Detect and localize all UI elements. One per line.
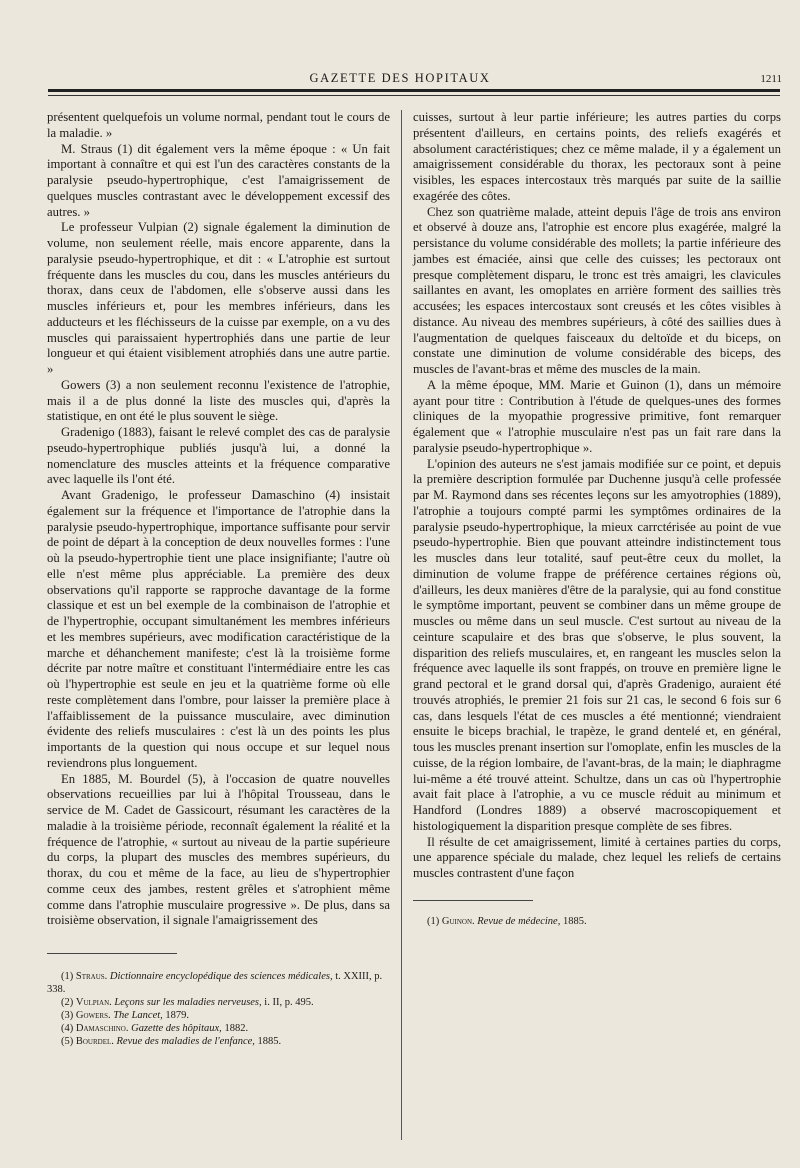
footnotes bbox=[47, 970, 390, 1048]
right-column bbox=[413, 110, 781, 928]
paragraph: présentent quelquefois un volume normal, pendant tout le cours de la maladie. » bbox=[47, 110, 390, 140]
paragraph: En 1885, M. Bourdel (5), à l'occasion de quatre nouvelles observations recueillies par lui à l'hôpital Trousseau, dans le service de M. Cadet de Gassicourt, résumant les caractères de la maladie à la troisième période, reconnaît également la réalité et la fréquence de l'atrophie, « surtout au niveau de la partie supérieure du corps, la plupart des muscles des membres supérieurs, du thorax, du cou et même de la face, au lieu de s'hypertrophier comme ceux des jambes, restent grêles et s'atrophient même comme dans l'atrophie musculaire progressive ». De plus, dans sa troisième observation, il signale l'amaigrissement des bbox=[47, 771, 390, 928]
header-rule-thin bbox=[48, 95, 780, 96]
paragraph: Le professeur Vulpian (2) signale également la diminution de volume, non seulement réelle, mais encore apparente, dans la paralysie pseudo-hypertrophique, et dit : « L'atrophie est surtout fréquente dans les muscles du cou, dans les muscles antérieurs du thorax, dans ceux de l'abdomen, elle s'observe aussi dans les muscles inférieurs et, pour les membres inférieurs, dans les adducteurs et les fléchisseurs de la cuisse par exemple, on a vu des muscles qui paraissaient hypertrophiés dans une partie de leur longueur et qui étaient visiblement atrophiés dans une autre partie. » bbox=[47, 220, 390, 376]
header-rule-thick bbox=[48, 89, 780, 92]
column-divider bbox=[401, 110, 402, 1140]
footnote: (2) Vulpian. Leçons sur les maladies nerveuses, i. II, p. 495. bbox=[61, 997, 314, 1008]
paragraph: L'opinion des auteurs ne s'est jamais modifiée sur ce point, et depuis la première description formulée par Duchenne jusqu'à celle professée par M. Raymond dans ses récentes leçons sur les amyotrophies (1889), l'atrophie a toujours compté parmi les symptômes ordinaires de la paralysie pseudo-hypertrophique, la mieux carrctérisée au point de vue pseudo-hypertrophie. Bien que pouvant atteindre indistinctement tous les muscles dans leur totalité, sauf peut-être ceux du mollet, la diminution de volume frappe de préférence certaines régions où, d'ailleurs, les deux manières d'être de la paralysie, qui au fond constitue le symptôme important, peuvent se combiner dans un même groupe de muscles ou même dans un seul muscle. C'est surtout au niveau de la ceinture scapulaire et des bras que s'observe, le plus souvent, la disparition des reliefs musculaires, et, en rangeant les muscles selon la fréquence avec laquelle ils sont frappés, on trouve en première ligne le grand pectoral et le grand dorsal qui, d'après Gradenigo, auraient été trouvés atrophiés, le premier 21 fois sur 21 cas, le second 6 fois sur 6 cas, dans lesquels l'état de ces muscles a été mentionné; viendraient ensuite le biceps brachial, le trapèze, le grand dentelé et, en général, tous les muscles prenant insertion sur l'omoplate, enfin les muscles de la cuisse, de la région lombaire, de l'avant-bras, de la main; le diaphragme lui-même a été trouvé atteint. Schultze, dans un cas où l'hypertrophie avait fait place à l'atrophie, a vu ce muscle réduit au minimum et Handford (Londres 1889) a observé macroscopiquement et histologiquement la disparition presque complète de ses fibres. bbox=[413, 456, 781, 833]
footnote-rule bbox=[413, 900, 533, 901]
footnote: (1) Guinon. Revue de médecine, 1885. bbox=[427, 915, 587, 927]
paragraph: M. Straus (1) dit également vers la même époque : « Un fait important à connaître et qui est l'un des caractères constants de la paralysie pseudo-hypertrophique, c'est l'amaigrissement de quelques muscles contrastant avec le développement excessif des autres. » bbox=[47, 141, 390, 219]
footnote: (1) Straus. Dictionnaire encyclopédique des sciences médicales, t. XXIII, p. 338. bbox=[47, 971, 383, 995]
footnote: (5) Bourdel. Revue des maladies de l'enfance, 1885. bbox=[61, 1036, 282, 1047]
footnotes bbox=[413, 915, 781, 928]
running-header-title: GAZETTE DES HOPITAUX bbox=[309, 71, 491, 85]
page-number: 1211 bbox=[760, 73, 782, 85]
paragraph: Gradenigo (1883), faisant le relevé complet des cas de paralysie pseudo-hypertrophique publiés jusqu'à lui, a donné la nomenclature des muscles atteints et la fréquence comparative avec laquelle ils l'ont été. bbox=[47, 425, 390, 487]
paragraph: Avant Gradenigo, le professeur Damaschino (4) insistait également sur la fréquence et l'importance de l'atrophie dans la paralysie pseudo-hypertrophique, importance suffisante pour servir de point de départ à la conception de deux nouvelles formes : l'une où la pseudo-hypertrophie tient une place insignifiante; l'autre où elle n'est même plus appréciable. La première des deux observations qu'il rapporte se rapproche davantage de la forme classique et est un bel exemple de la combinaison de l'atrophie et de l'hypertrophie, occupant simultanément les membres inférieurs et les membres supérieurs, avec modification caractéristique de la marche et déhanchement manifeste; c'est là la troisième forme décrite par notre maître et constituant l'intermédiaire entre les cas où l'hypertrophie est seule en jeu et la quatrième forme où elle reste complètement dans l'ombre, pour laisser la première place à l'affaiblissement de la puissance musculaire, avec diminution évidente des reliefs musculaires : c'est là un des points les plus importants de la question qui nous occupe et sur lequel nous reviendrons plus longuement. bbox=[47, 488, 390, 770]
paragraph: Chez son quatrième malade, atteint depuis l'âge de trois ans environ et observé à douze ans, l'atrophie est encore plus exagérée, malgré la persistance du volume considérable des mollets; la partie inférieure des jambes est émaciée, ainsi que celle des cuisses; les pectoraux ont presque complètement disparu, le tronc est très amaigri, les clavicules saillantes en avant, les omoplates en arrière forment des saillies très accusées; les espaces intercostaux sont creusés et les côtes visibles à distance. Au niveau des membres supérieurs, à côté des saillies dues à l'augmentation de quelques faisceaux du deltoïde et du biceps, on constate une diminution de volume considérable des biceps, des muscles de l'avant-bras et même des muscles de la main. bbox=[413, 204, 781, 376]
footnote: (3) Gowers. The Lancet, 1879. bbox=[61, 1010, 190, 1021]
paragraph: A la même époque, MM. Marie et Guinon (1), dans un mémoire ayant pour titre : Contribution à l'étude de quelques-unes des formes cliniques de la myopathie progressive primitive, font remarquer également que « l'atrophie musculaire n'est pas un fait rare dans la paralysie pseudo-hypertrophique ». bbox=[413, 377, 781, 455]
paragraph: Il résulte de cet amaigrissement, limité à certaines parties du corps, une apparence spéciale du malade, chez lequel les reliefs de certains muscles contrastent d'une façon bbox=[413, 834, 781, 880]
paragraph: cuisses, surtout à leur partie inférieure; les autres parties du corps présentent d'ailleurs, en certains points, des reliefs exagérés et absolument caractéristiques; chez ce même malade, il y a également un amaigrissement considérable du thorax, les pectoraux sont à peine visibles, les espaces intercostaux très marqués par suite de la saillie exagérée des côtes. bbox=[413, 110, 781, 203]
paragraph: Gowers (3) a non seulement reconnu l'existence de l'atrophie, mais il a de plus donné la liste des muscles qui, d'après la statistique, en ont été le plus souvent le siège. bbox=[47, 377, 390, 424]
footnote: (4) Damaschino. Gazette des hôpitaux, 1882. bbox=[61, 1023, 249, 1034]
left-column bbox=[47, 110, 390, 1048]
footnote-rule bbox=[47, 953, 177, 954]
